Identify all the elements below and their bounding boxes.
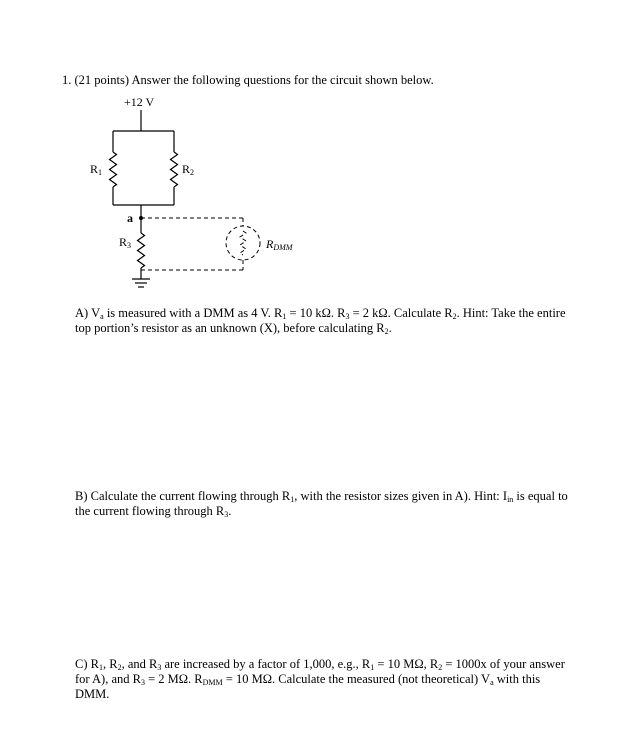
r1-resistor [110,152,117,187]
supply-label: +12 V [124,95,155,109]
part-a-text: A) $V_a$ is measured with a DMM as 4 V. $R_1 = 10$ kΩ. $R_3 = 2$ kΩ. Calculate $R_2$. Hint: Take the entire top portion’s resistor as an unknown (X), before calculating $R_2$. [75,306,566,336]
r3-resistor [138,233,145,268]
part-c-text: C) $R_1$, $R_2$, and $R_3$ are increased by a factor of 1,000, e.g., $R_1 = 10$ MΩ, $R_2 = 1000x$ of your answer for A), and $R_3 = 2$ MΩ. $R_{DMM} = 10$ MΩ. Calculate the measured (not theoretical) $V_a$ with this DMM. [75,657,565,701]
part-b-text: B) Calculate the current flowing through $R_1$, with the resistor sizes given in A). Hint: $I_{in}$ is equal to the current flowing through $R_3$. [75,489,568,519]
rdmm-label: RDMM [266,237,293,252]
circuit-diagram [0,0,624,300]
r1-label: R1 [90,162,103,177]
question-title: 1. (21 points) Answer the following questions for the circuit shown below. [62,73,434,87]
r3-label: R3 [119,235,132,250]
rdmm-resistor [240,231,246,255]
node-a-dot [139,216,143,220]
node-a-label: a [127,211,133,225]
r2-label: R2 [182,162,195,177]
r2-resistor [171,152,178,187]
